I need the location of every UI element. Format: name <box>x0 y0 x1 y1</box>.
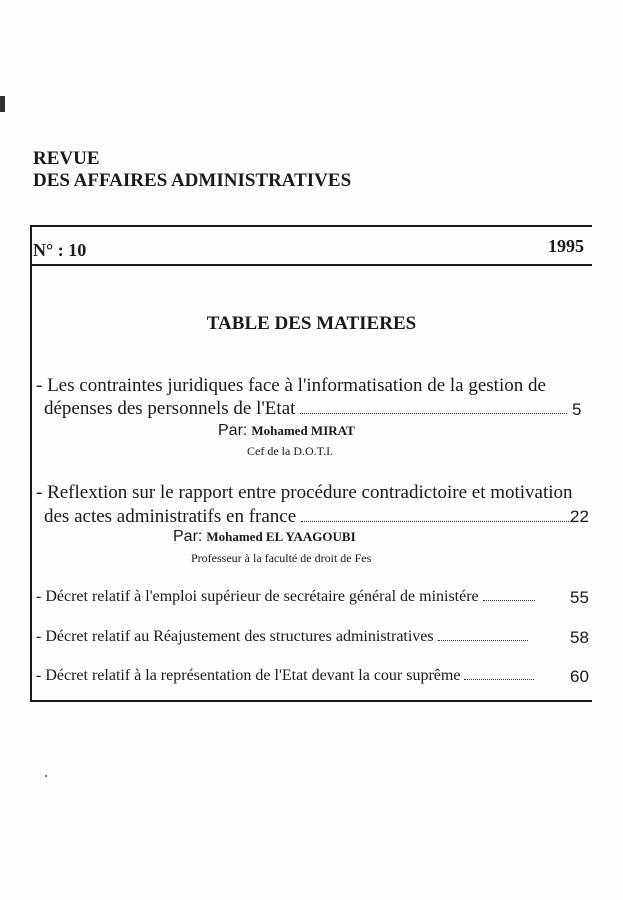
toc-entry-3-page: 55 <box>570 588 589 607</box>
toc-entry-2-page: 22 <box>570 507 589 526</box>
toc-entry-5-page: 60 <box>570 667 589 686</box>
top-rule <box>30 225 592 227</box>
author-name: Mohamed MIRAT <box>251 423 355 438</box>
toc-entry-3-line <box>36 588 535 606</box>
toc-entry-1-author <box>218 422 355 440</box>
leader-dots <box>301 520 573 522</box>
leader-dots <box>464 678 534 680</box>
toc-title: TABLE DES MATIERES <box>206 313 417 334</box>
toc-entry-1-page: 5 <box>572 400 582 419</box>
journal-title-line1: REVUE <box>33 148 100 169</box>
toc-entry-2-affiliation: Professeur à la faculté de droit de Fes <box>191 551 372 565</box>
toc-entry-2-line2 <box>44 506 573 528</box>
toc-entry-1-line1: - Les contraintes juridiques face à l'informatisation de la gestion de <box>36 375 546 396</box>
toc-entry-4-line <box>36 628 528 646</box>
toc-entry-5-title: - Décret relatif à la représentation de l'Etat devant la cour suprême <box>36 667 461 684</box>
issue-year: 1995 <box>548 236 584 256</box>
bottom-rule <box>30 700 592 702</box>
toc-entry-4-page: 58 <box>570 628 589 647</box>
toc-entry-4-title: - Décret relatif au Réajustement des structures administratives <box>36 628 434 645</box>
toc-entry-2-author <box>173 528 356 546</box>
toc-entry-1-line2 <box>44 398 567 420</box>
toc-entry-2-title-end: des actes administratifs en france <box>44 506 297 527</box>
toc-entry-3-title: - Décret relatif à l'emploi supérieur de secrétaire général de ministére <box>36 588 479 605</box>
toc-entry-1-title-end: dépenses des personnels de l'Etat <box>44 398 296 419</box>
issue-number: N° : 10 <box>33 240 87 260</box>
author-name: Mohamed EL YAAGOUBI <box>206 529 356 544</box>
author-prefix: Par: <box>218 422 248 439</box>
journal-title-line2: DES AFFAIRES ADMINISTRATIVES <box>33 170 352 191</box>
toc-entry-1-affiliation: Cef de la D.O.T.I. <box>247 444 334 458</box>
scan-speck <box>45 775 47 777</box>
journal-title <box>33 148 351 192</box>
frame-left-edge <box>30 225 32 702</box>
leader-dots <box>483 599 535 601</box>
toc-entry-2-line1: - Reflextion sur le rapport entre procédure contradictoire et motivation <box>36 482 573 503</box>
author-prefix: Par: <box>173 528 203 545</box>
scan-mark <box>0 96 5 112</box>
toc-entry-5-line <box>36 667 534 685</box>
leader-dots <box>438 639 528 641</box>
issue-rule <box>30 264 592 266</box>
leader-dots <box>300 412 567 414</box>
